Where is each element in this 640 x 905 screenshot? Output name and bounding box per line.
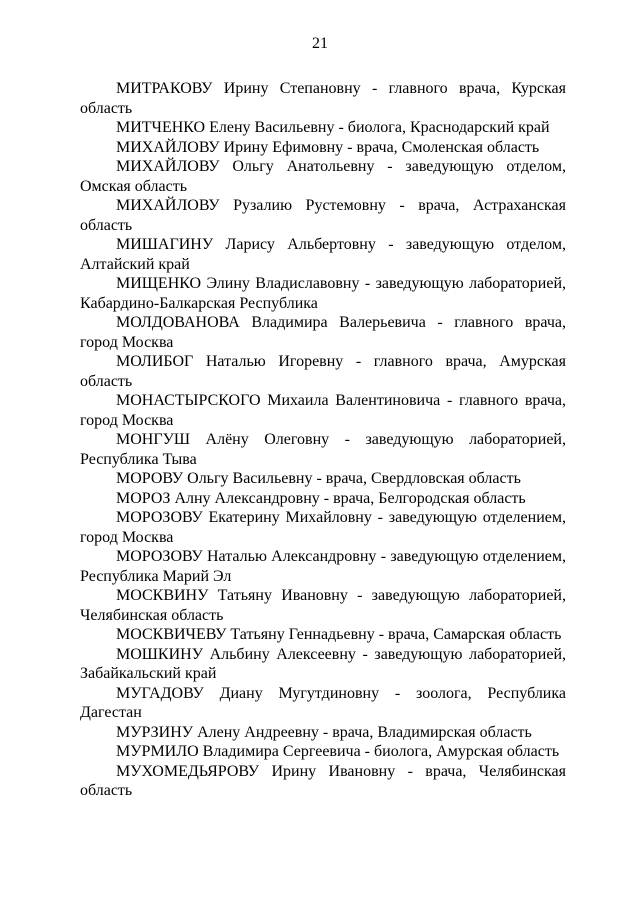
list-entry: МУРЗИНУ Алену Андреевну - врача, Владимирская область — [116, 723, 532, 741]
list-entry: МОЛИБОГ Наталью Игоревну - главного врача, Амурская область — [80, 353, 566, 390]
list-entry: МУХОМЕДЬЯРОВУ Ирину Ивановну - врача, Челябинская область — [80, 762, 566, 799]
list-entry: МОШКИНУ Альбину Алексеевну - заведующую лабораторией, Забайкальский край — [80, 645, 566, 682]
list-entry: МИХАЙЛОВУ Ирину Ефимовну - врача, Смоленская область — [116, 138, 540, 156]
page-number: 21 — [312, 35, 328, 52]
list-entry: МИТЧЕНКО Елену Васильевну - биолога, Краснодарский край — [116, 119, 550, 136]
list-entry: МОНАСТЫРСКОГО Михаила Валентиновича - главного врача, город Москва — [80, 392, 566, 429]
list-entry: МОСКВИНУ Татьяну Ивановну - заведующую лабораторией, Челябинская область — [80, 587, 566, 624]
list-entry: МОРОВУ Ольгу Васильевну - врача, Свердловская область — [116, 470, 521, 487]
list-entry: МОНГУШ Алёну Олеговну - заведующую лабораторией, Республика Тыва — [80, 431, 566, 468]
list-entry: МИШАГИНУ Ларису Альбертовну - заведующую отделом, Алтайский край — [80, 236, 566, 273]
list-entry: МОРОЗОВУ Екатерину Михайловну - заведующую отделением, город Москва — [80, 509, 566, 546]
list-entry: МИХАЙЛОВУ Ольгу Анатольевну - заведующую отделом, Омская область — [80, 158, 566, 195]
award-list — [80, 79, 566, 801]
list-entry: МУГАДОВУ Диану Мугутдиновну - зоолога, Республика Дагестан — [80, 684, 566, 721]
list-entry: МОРОЗОВУ Наталью Александровну - заведующую отделением, Республика Марий Эл — [80, 548, 566, 585]
list-entry: МУРМИЛО Владимира Сергеевича - биолога, Амурская область — [116, 743, 560, 760]
list-entry: МИЩЕНКО Элину Владиславовну - заведующую лабораторией, Кабардино-Балкарская Республика — [80, 275, 566, 312]
list-entry: МОСКВИЧЕВУ Татьяну Геннадьевну - врача, Самарская область — [116, 626, 562, 643]
list-entry: МИХАЙЛОВУ Рузалию Рустемовну - врача, Астраханская область — [80, 197, 566, 234]
list-entry: МОРОЗ Алну Александровну - врача, Белгородская область — [116, 489, 526, 507]
list-entry: МОЛДОВАНОВА Владимира Валерьевича - главного врача, город Москва — [80, 314, 566, 351]
list-entry: МИТРАКОВУ Ирину Степановну - главного врача, Курская область — [80, 80, 566, 117]
